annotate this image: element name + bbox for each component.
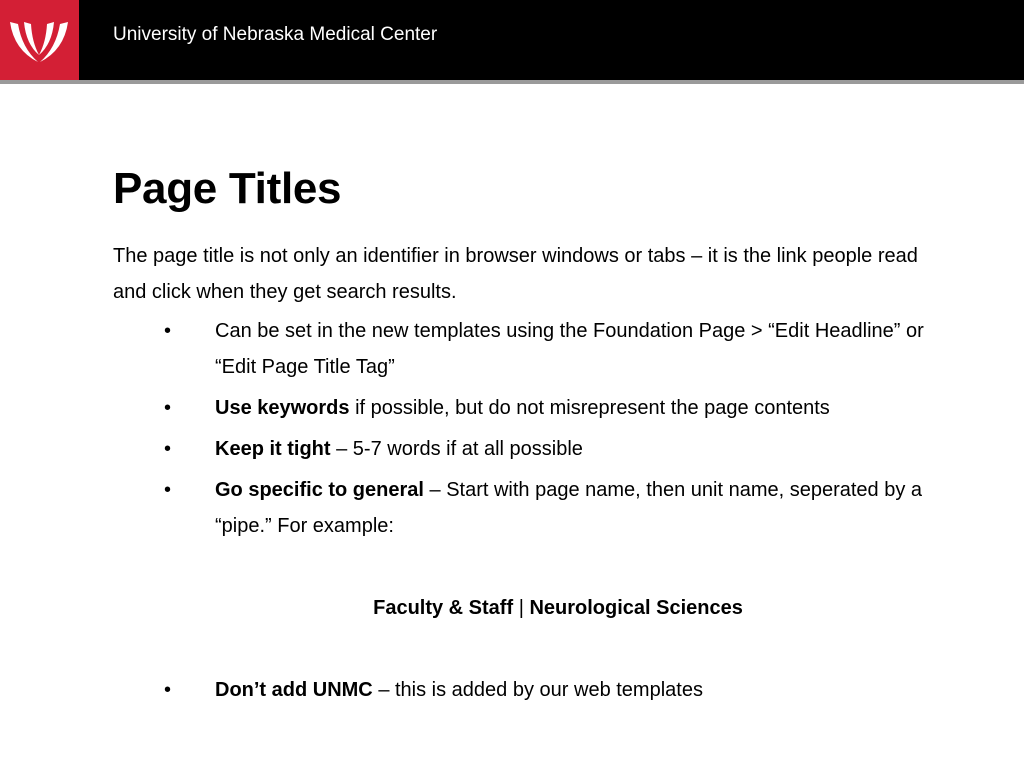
bullet-bold: Go specific to general xyxy=(215,479,424,501)
bullet-dot: • xyxy=(164,479,172,501)
bullet-text: Can be set in the new templates using the Foundation Page > “Edit Headline” or “Edit Page Title Tag” xyxy=(215,320,924,378)
bullet-dot: • xyxy=(164,320,172,342)
bullet-bold: Don’t add UNMC xyxy=(215,679,373,701)
bullet-text: – 5-7 words if at all possible xyxy=(330,438,583,460)
example-part2: Neurological Sciences xyxy=(529,597,743,619)
example-separator: | xyxy=(513,597,530,619)
bullet-bold: Keep it tight xyxy=(215,438,331,460)
unmc-logo-icon xyxy=(0,0,79,80)
example-part1: Faculty & Staff xyxy=(373,597,514,619)
header-bar xyxy=(0,0,1024,80)
bullet-text: – this is added by our web templates xyxy=(372,679,703,701)
example-title xyxy=(113,590,1003,626)
bullet-dot: • xyxy=(164,438,172,460)
slide-title: Page Titles xyxy=(113,164,342,213)
bullet-dot: • xyxy=(164,397,172,419)
bullet-bold: Use keywords xyxy=(215,397,350,419)
org-name: University of Nebraska Medical Center xyxy=(113,24,438,45)
header-divider xyxy=(0,80,1024,84)
bullet-dot: • xyxy=(164,679,172,701)
intro-paragraph: The page title is not only an identifier in browser windows or tabs – it is the link people read and click when they get search results. xyxy=(113,245,918,303)
bullet-text: if possible, but do not misrepresent the page contents xyxy=(349,397,830,419)
bullet-text: – Start with page name, then unit name, seperated by a “pipe.” For example: xyxy=(215,479,923,537)
